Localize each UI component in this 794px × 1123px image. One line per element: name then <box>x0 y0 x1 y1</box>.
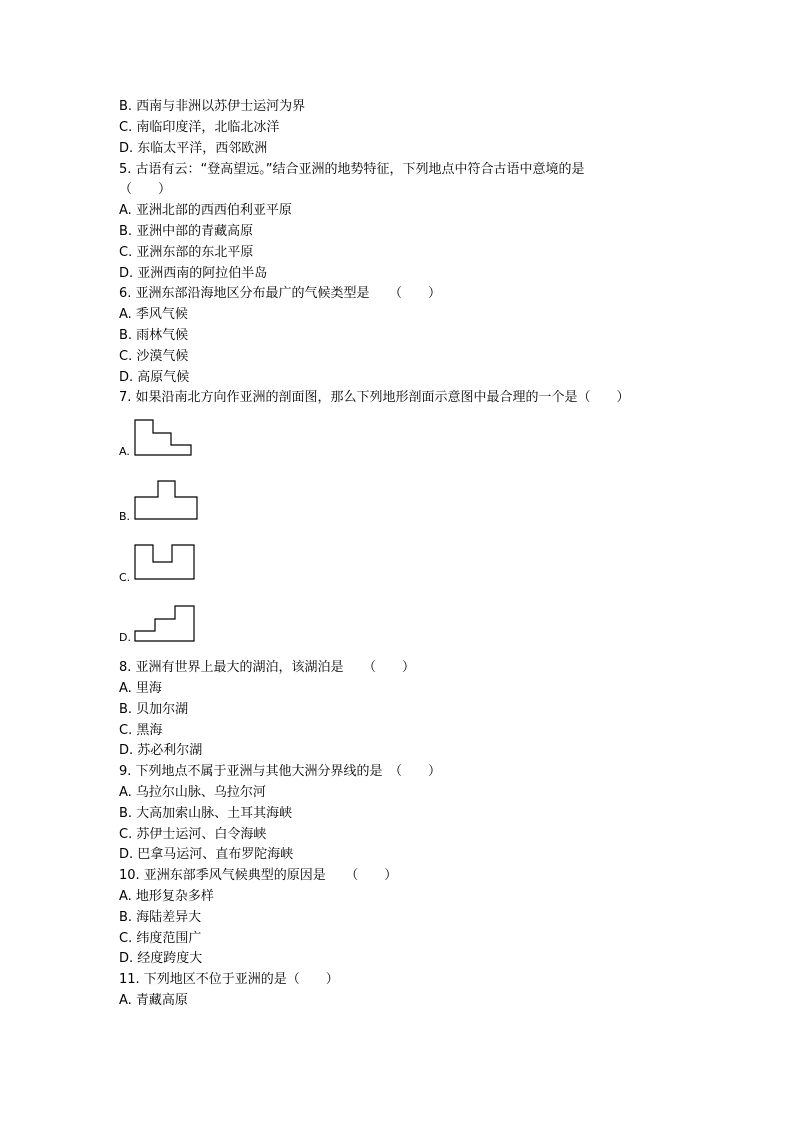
q5-answer-blank: （ ） <box>119 182 172 197</box>
q11-stem: 11. 下列地区不位于亚洲的是（ ） <box>119 972 339 987</box>
figure-c-label: C. <box>119 571 131 584</box>
q6-option-a: A. 季风气候 <box>119 307 188 322</box>
q5-option-c: C. 亚洲东部的东北平原 <box>119 245 254 260</box>
q10-stem: 10. 亚洲东部季风气候典型的原因是 （ ） <box>119 868 398 883</box>
profile-a-step-down-icon <box>134 419 194 459</box>
q6-stem: 6. 亚洲东部沿海地区分布最广的气候类型是 （ ） <box>119 286 442 301</box>
q9-stem: 9. 下列地点不属于亚洲与其他大洲分界线的是 （ ） <box>119 764 442 779</box>
q5-option-b: B. 亚洲中部的青藏高原 <box>119 224 254 239</box>
q9-option-d: D. 巴拿马运河、直布罗陀海峡 <box>119 847 294 862</box>
q8-option-c: C. 黑海 <box>119 723 163 738</box>
q9-option-c: C. 苏伊士运河、白令海峡 <box>119 827 267 842</box>
q5-option-d: D. 亚洲西南的阿拉伯半岛 <box>119 266 268 281</box>
q4-option-c: C. 南临印度洋，北临北冰洋 <box>119 120 280 135</box>
q11-option-a: A. 青藏高原 <box>119 993 188 1008</box>
q8-option-a: A. 里海 <box>119 681 162 696</box>
q10-option-a: A. 地形复杂多样 <box>119 889 214 904</box>
figure-d-label: D. <box>119 631 131 644</box>
q4-option-b: B. 西南与非洲以苏伊士运河为界 <box>119 99 306 114</box>
q7-stem: 7. 如果沿南北方向作亚洲的剖面图，那么下列地形剖面示意图中最合理的一个是（ ） <box>119 390 630 405</box>
q10-option-c: C. 纬度范围广 <box>119 931 202 946</box>
q10-option-d: D. 经度跨度大 <box>119 951 203 966</box>
q4-option-d: D. 东临太平洋，西邻欧洲 <box>119 141 268 156</box>
q6-option-c: C. 沙漠气候 <box>119 349 189 364</box>
q9-option-b: B. 大高加索山脉、土耳其海峡 <box>119 806 293 821</box>
figure-b-label: B. <box>119 510 131 523</box>
q9-option-a: A. 乌拉尔山脉、乌拉尔河 <box>119 785 266 800</box>
profile-c-central-basin-icon <box>134 544 198 584</box>
q8-stem: 8. 亚洲有世界上最大的湖泊，该湖泊是 （ ） <box>119 660 416 675</box>
q8-option-b: B. 贝加尔湖 <box>119 702 189 717</box>
q10-option-b: B. 海陆差异大 <box>119 910 202 925</box>
profile-d-step-up-icon <box>134 605 198 645</box>
figure-a-label: A. <box>119 445 130 458</box>
q6-option-b: B. 雨林气候 <box>119 328 189 343</box>
q6-option-d: D. 高原气候 <box>119 370 190 385</box>
q5-option-a: A. 亚洲北部的西西伯利亚平原 <box>119 203 292 218</box>
q8-option-d: D. 苏必利尔湖 <box>119 743 203 758</box>
q5-stem: 5. 古语有云：“登高望远。”结合亚洲的地势特征，下列地点中符合古语中意境的是 <box>119 162 585 177</box>
profile-b-central-peak-icon <box>134 480 200 522</box>
